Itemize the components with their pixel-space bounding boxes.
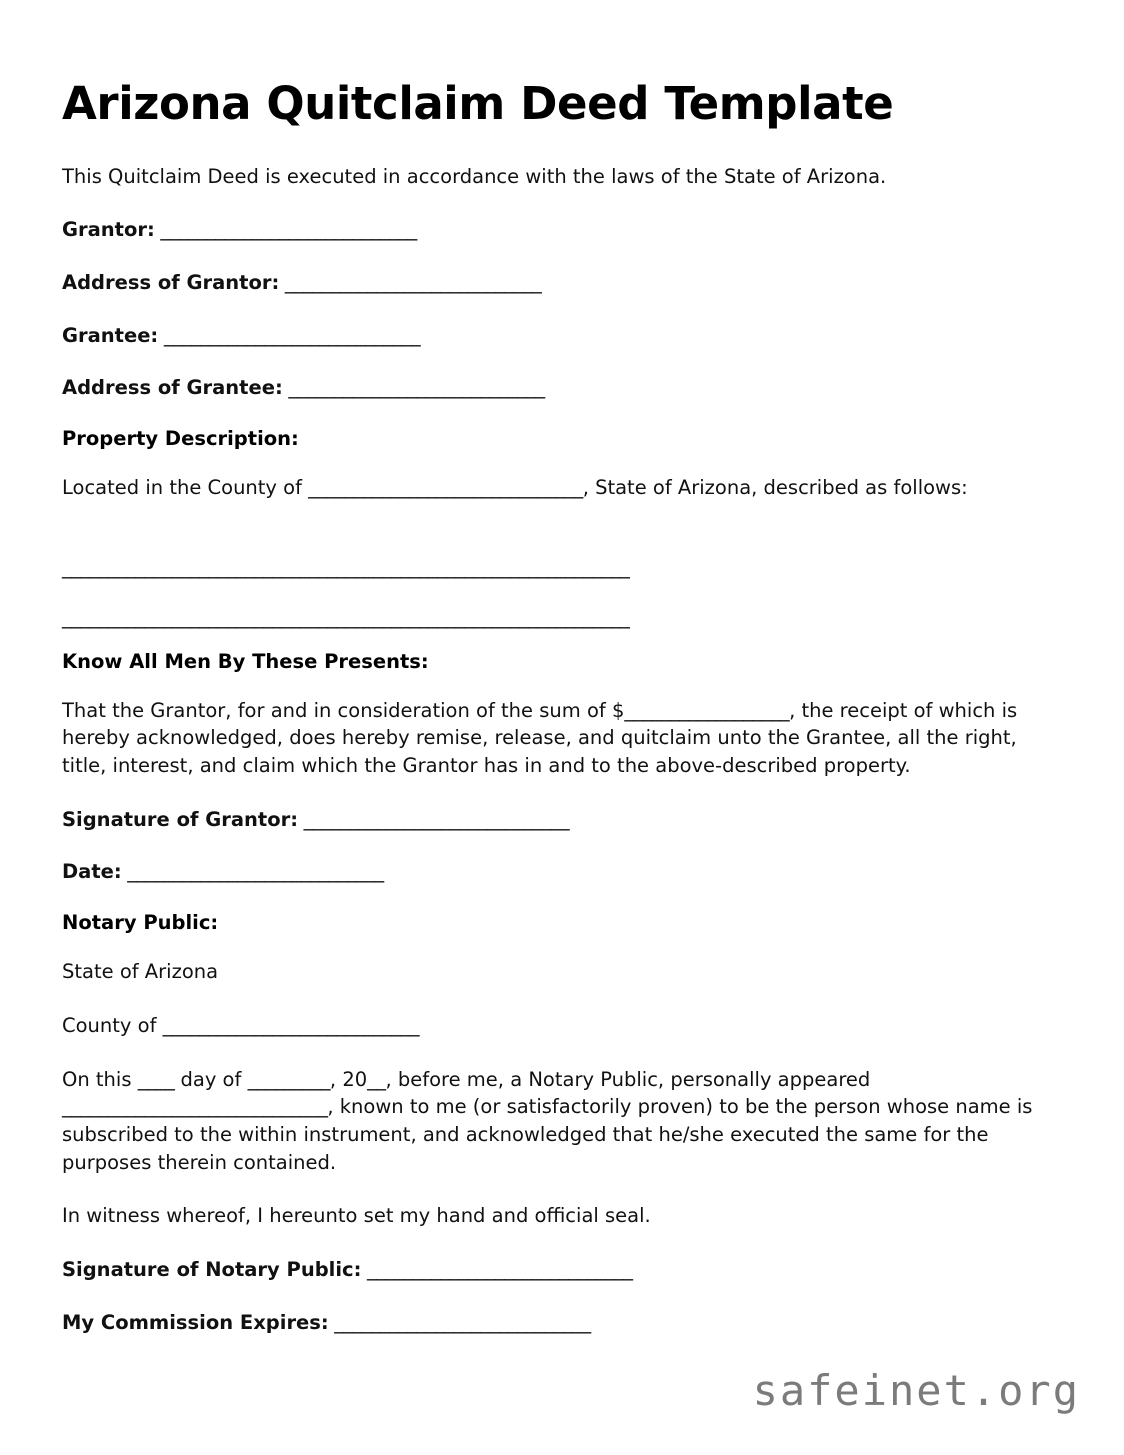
field-commission-expires-label: My Commission Expires: (62, 1310, 329, 1334)
field-address-of-grantor (62, 269, 1062, 297)
intro-paragraph: This Quitclaim Deed is executed in accordance with the laws of the State of Arizona. (62, 164, 887, 188)
ack-text-3: , 20 (329, 1067, 368, 1091)
field-address-of-grantor-blank[interactable]: ____________________________ (279, 270, 542, 294)
field-grantee (62, 322, 1062, 350)
ack-month-blank[interactable]: _________ (247, 1067, 330, 1091)
witness-whereof-line: In witness whereof, I hereunto set my hand and official seal. (62, 1204, 651, 1228)
field-signature-of-grantor (62, 806, 1062, 834)
field-grantor-blank[interactable]: ____________________________ (154, 218, 417, 242)
ack-day-blank[interactable]: ____ (137, 1067, 175, 1091)
field-address-of-grantee (62, 374, 1062, 402)
presents-suffix: , the receipt of which is hereby acknowledged, does hereby remise, release, and quitclaim unto the Grantee, all the right, title, interest, and claim which the Grantor has in and to the above-described property. (62, 698, 1018, 778)
field-commission-expires-blank[interactable]: ____________________________ (328, 1310, 591, 1334)
field-address-of-grantor-label: Address of Grantor: (62, 270, 280, 294)
notary-acknowledgment-paragraph (62, 1066, 1062, 1177)
located-prefix: Located in the County of (62, 476, 309, 500)
field-grantor-label: Grantor: (62, 218, 155, 242)
ack-text-1: On this (62, 1067, 138, 1091)
field-grantee-blank[interactable]: ____________________________ (158, 323, 421, 347)
located-in-county-paragraph (62, 474, 1062, 502)
field-signature-of-notary-label: Signature of Notary Public: (62, 1257, 362, 1281)
field-signature-of-notary (62, 1256, 1062, 1284)
page-title: Arizona Quitclaim Deed Template (62, 77, 894, 130)
legal-description-blank-2[interactable]: ______________________________________________________________ (62, 606, 630, 630)
ack-name-blank[interactable]: _____________________________ (62, 1095, 328, 1119)
presents-sum-blank[interactable]: __________________ (624, 698, 790, 722)
ack-year-blank[interactable]: __ (367, 1067, 386, 1091)
presents-prefix: That the Grantor, for and in consideration of the sum of $ (62, 698, 625, 722)
field-date-label: Date: (62, 860, 122, 884)
ack-text-4: , before me, a Notary Public, personally appeared (385, 1067, 871, 1091)
field-grantor (62, 216, 1062, 244)
notary-state-line: State of Arizona (62, 960, 219, 984)
field-commission-expires (62, 1309, 1062, 1337)
legal-description-line-2 (62, 584, 1062, 628)
notary-county-blank[interactable]: ____________________________ (162, 1013, 419, 1037)
field-signature-of-grantor-label: Signature of Grantor: (62, 807, 299, 831)
notary-county-prefix: County of (62, 1013, 163, 1037)
field-signature-of-grantor-blank[interactable]: _____________________________ (298, 807, 569, 831)
notary-county-line (62, 1012, 1062, 1040)
field-address-of-grantee-label: Address of Grantee: (62, 376, 283, 400)
field-date-blank[interactable]: ____________________________ (121, 860, 384, 884)
ack-text-2: day of (174, 1067, 248, 1091)
field-date (62, 858, 1062, 886)
field-address-of-grantee-blank[interactable]: ____________________________ (282, 376, 545, 400)
legal-description-line-1 (62, 534, 1062, 578)
property-description-heading: Property Description: (62, 427, 299, 451)
legal-description-blank-1[interactable]: ______________________________________________________________ (62, 556, 630, 580)
field-signature-of-notary-blank[interactable]: _____________________________ (361, 1257, 633, 1281)
presents-paragraph (62, 697, 1062, 780)
located-suffix: , State of Arizona, described as follows: (582, 476, 968, 500)
notary-public-heading: Notary Public: (62, 911, 219, 935)
presents-heading: Know All Men By These Presents: (62, 649, 429, 673)
located-county-blank[interactable]: ______________________________ (308, 476, 583, 500)
ack-text-5: , known to me (or satisfactorily proven) to be the person whose name is subscribed to the within instrument, and acknowledged that he/she executed the same for the purposes therein contained. (62, 1095, 1033, 1174)
site-watermark: safeinet.org (752, 1366, 1080, 1415)
field-grantee-label: Grantee: (62, 323, 159, 347)
